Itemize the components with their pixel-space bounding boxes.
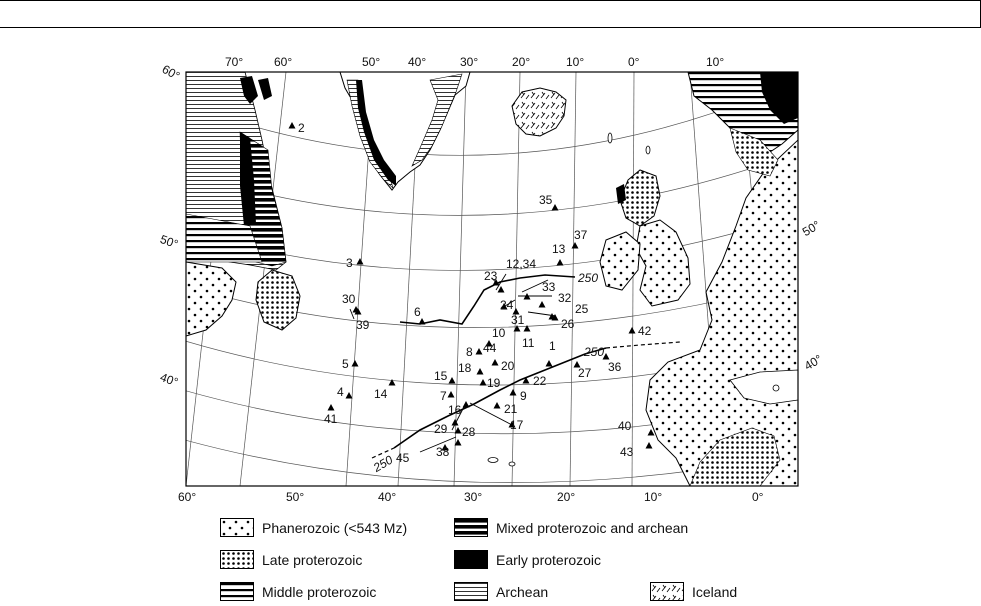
lon-top-10e: 10° xyxy=(706,55,725,69)
site-label-38: 38 xyxy=(436,445,450,459)
site-label-14: 14 xyxy=(374,387,388,401)
lon-bottom-60: 60° xyxy=(178,490,197,504)
lon-top-50: 50° xyxy=(362,55,381,69)
site-label-45: 45 xyxy=(396,451,410,465)
site-label-18: 18 xyxy=(458,361,472,375)
site-label-17: 17 xyxy=(510,418,524,432)
lon-top-10: 10° xyxy=(566,55,585,69)
lat-right-40: 40° xyxy=(801,351,825,374)
site-label-27: 27 xyxy=(578,366,592,380)
site-label-2: 2 xyxy=(298,121,305,135)
early-swatch xyxy=(454,550,488,569)
lat-right-50: 50° xyxy=(799,217,823,240)
legend xyxy=(220,512,780,606)
contour-label-sw: 250 xyxy=(370,452,396,475)
lat-left-40: 40° xyxy=(158,370,181,390)
site-label-1: 1 xyxy=(549,339,556,353)
legend-label-iceland: Iceland xyxy=(692,583,738,600)
lon-top-0: 0° xyxy=(628,55,640,69)
site-label-20: 20 xyxy=(501,359,515,373)
site-label-35: 35 xyxy=(539,193,553,207)
legend-label-early: Early proterozoic xyxy=(496,551,602,568)
site-label-6: 6 xyxy=(414,305,421,319)
site-label-24: 24 xyxy=(500,298,514,312)
site-label-28: 28 xyxy=(462,425,476,439)
legend-item-middle xyxy=(220,582,376,601)
site-label-30: 30 xyxy=(342,292,356,306)
legend-item-archean xyxy=(454,582,548,601)
lon-top-20: 20° xyxy=(512,55,531,69)
lat-left-60: 60° xyxy=(159,61,183,84)
site-label-7: 7 xyxy=(440,389,447,403)
contour-label-north: 250 xyxy=(578,271,599,285)
site-label-19: 19 xyxy=(487,376,501,390)
site-label-41: 41 xyxy=(324,412,338,426)
lon-top-60: 60° xyxy=(274,55,293,69)
bottom-longitude-labels xyxy=(178,490,764,504)
lon-bottom-10: 10° xyxy=(644,490,663,504)
site-label-8: 8 xyxy=(466,345,473,359)
legend-item-mixed xyxy=(454,518,688,537)
site-label-12: 12,34 xyxy=(506,257,537,271)
legend-item-late xyxy=(220,550,362,569)
site-label-4: 4 xyxy=(337,385,344,399)
site-label-3: 3 xyxy=(346,256,353,270)
mixed-swatch xyxy=(454,518,488,537)
site-label-11: 11 xyxy=(522,336,535,350)
site-label-16: 16 xyxy=(448,403,462,417)
lon-bottom-0: 0° xyxy=(752,490,764,504)
site-label-21: 21 xyxy=(504,402,518,416)
site-label-5: 5 xyxy=(342,357,349,371)
legend-item-iceland xyxy=(650,582,737,601)
legend-label-mixed: Mixed proterozoic and archean xyxy=(496,519,689,536)
site-label-33: 33 xyxy=(542,280,556,294)
site-label-39: 39 xyxy=(356,318,370,332)
legend-label-late: Late proterozoic xyxy=(262,551,363,568)
site-label-9: 9 xyxy=(520,389,527,403)
lon-top-40: 40° xyxy=(408,55,427,69)
legend-label-phanerozoic: Phanerozoic (<543 Mz) xyxy=(262,519,408,536)
baffin-middle-proterozoic xyxy=(186,72,240,210)
site-label-36: 36 xyxy=(608,360,622,374)
lon-top-70: 70° xyxy=(225,55,244,69)
late-swatch xyxy=(220,550,254,569)
lat-left-50: 50° xyxy=(158,232,181,252)
iceland-swatch xyxy=(650,582,684,601)
site-label-32: 32 xyxy=(558,291,572,305)
site-label-25: 25 xyxy=(575,302,589,316)
contour-label-south: 250 xyxy=(584,345,605,359)
map-body xyxy=(150,70,860,486)
site-label-43: 43 xyxy=(620,445,634,459)
phanerozoic-swatch xyxy=(220,518,254,537)
lon-bottom-50: 50° xyxy=(286,490,305,504)
site-label-31: 31 xyxy=(511,313,525,327)
archean-swatch xyxy=(454,582,488,601)
site-label-40: 40 xyxy=(618,419,632,433)
legend-label-archean: Archean xyxy=(496,583,549,600)
site-label-22: 22 xyxy=(533,374,547,388)
site-label-23: 23 xyxy=(484,269,498,283)
lon-bottom-40: 40° xyxy=(378,490,397,504)
lon-bottom-20: 20° xyxy=(557,490,576,504)
top-longitude-labels xyxy=(225,55,724,69)
site-label-10: 10 xyxy=(492,326,506,340)
site-label-15: 15 xyxy=(434,369,448,383)
site-label-26: 26 xyxy=(561,317,575,331)
site-label-44: 44 xyxy=(483,341,497,355)
site-label-29: 29 xyxy=(434,422,448,436)
site-label-42: 42 xyxy=(638,324,652,338)
site-label-13: 13 xyxy=(552,242,566,256)
legend-item-early xyxy=(454,550,601,569)
legend-item-phanerozoic xyxy=(220,518,407,537)
middle-swatch xyxy=(220,582,254,601)
lon-bottom-30: 30° xyxy=(464,490,483,504)
lon-top-30: 30° xyxy=(460,55,479,69)
site-label-37: 37 xyxy=(574,228,588,242)
legend-label-middle: Middle proterozoic xyxy=(262,583,377,600)
